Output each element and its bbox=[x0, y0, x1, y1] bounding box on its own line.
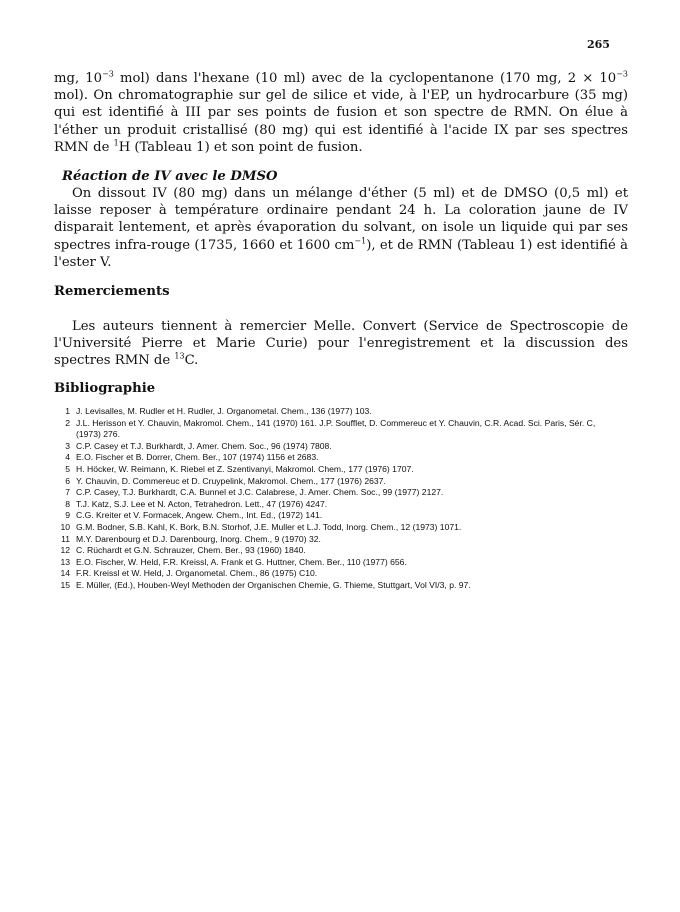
reference-text: C.G. Kreiter et V. Formacek, Angew. Chem., Int. Ed., (1972) 141. bbox=[76, 510, 323, 521]
reference-number: 5 bbox=[65, 463, 70, 474]
reference-text: M.Y. Darenbourg et D.J. Darenbourg, Inorg. Chem., 9 (1970) 32. bbox=[76, 533, 321, 544]
reference-number: 9 bbox=[65, 510, 70, 521]
reference-number: 14 bbox=[60, 568, 70, 579]
reference-item bbox=[54, 534, 614, 546]
paragraph-text: mol) dans l'hexane (10 ml) avec de la cyclopentanone (170 mg, 2 × 10 bbox=[113, 71, 617, 86]
reference-text: C.P. Casey et T.J. Burkhardt, J. Amer. Chem. Soc., 96 (1974) 7808. bbox=[76, 440, 332, 451]
paragraph-text: ), et de RMN (Tableau 1) est identifié à l'ester V. bbox=[54, 237, 628, 270]
reference-text: Y. Chauvin, D. Commereuc et D. Cruypelink, Makromol. Chem., 177 (1976) 2637. bbox=[76, 475, 386, 486]
dmso-reaction-paragraph bbox=[54, 185, 628, 271]
reference-item bbox=[54, 510, 614, 522]
reference-item bbox=[54, 452, 614, 464]
reference-list bbox=[54, 406, 614, 592]
paragraph-text: H (Tableau 1) et son point de fusion. bbox=[118, 139, 363, 155]
reference-number: 3 bbox=[65, 440, 70, 451]
reference-number: 8 bbox=[65, 498, 70, 509]
reference-number: 10 bbox=[60, 521, 70, 532]
superscript: −3 bbox=[616, 69, 628, 79]
reference-text: E. Müller, (Ed.), Houben-Weyl Methoden der Organischen Chemie, G. Thieme, Stuttgart, Vol VI/3, p. 97. bbox=[76, 579, 471, 590]
reference-number: 1 bbox=[65, 406, 70, 416]
reference-text: E.O. Fischer, W. Held, F.R. Kreissl, A. Frank et G. Huttner, Chem. Ber., 110 (1977) 656. bbox=[76, 556, 407, 567]
reference-number: 7 bbox=[65, 487, 70, 498]
reference-item bbox=[54, 441, 614, 453]
reference-item bbox=[54, 406, 614, 418]
paragraph-text: mol). On chromatographie sur gel de silice et vide, à l'EP, un hydrocarbure (35 mg) qui est identifié à III par ses points de fusion et son spectre de RMN. On élue à l'éther un produit cristallisé (80 mg) qui est identifié à l'acide IX par ses spectres RMN de bbox=[54, 88, 628, 155]
superscript: −3 bbox=[102, 69, 114, 79]
paragraph-text: mg, 10 bbox=[54, 71, 103, 86]
reference-text: H. Höcker, W. Reimann, K. Riebel et Z. Szentivanyi, Makromol. Chem., 177 (1976) 1707. bbox=[76, 463, 414, 474]
reference-number: 13 bbox=[60, 556, 70, 567]
reference-item bbox=[54, 487, 614, 499]
reference-item bbox=[54, 476, 614, 488]
reference-text: T.J. Katz, S.J. Lee et N. Acton, Tetrahedron. Lett., 47 (1976) 4247. bbox=[76, 498, 328, 509]
reference-item bbox=[54, 557, 614, 569]
reference-item bbox=[54, 418, 614, 441]
reference-text: C.P. Casey, T.J. Burkhardt, C.A. Bunnel et J.C. Calabrese, J. Amer. Chem. Soc., 99 (1977) 2127. bbox=[76, 487, 444, 498]
reference-item bbox=[54, 580, 614, 592]
reference-number: 4 bbox=[65, 452, 70, 463]
reference-number: 15 bbox=[60, 579, 70, 590]
paragraph-text: C. bbox=[184, 353, 199, 369]
reference-number: 6 bbox=[65, 475, 70, 486]
superscript: 13 bbox=[174, 352, 185, 362]
reference-text: C. Rüchardt et G.N. Schrauzer, Chem. Ber., 93 (1960) 1840. bbox=[76, 545, 306, 556]
reference-number: 2 bbox=[65, 417, 70, 428]
experimental-paragraph bbox=[54, 70, 628, 156]
reference-number: 12 bbox=[60, 545, 70, 556]
paragraph-text: On dissout IV (80 mg) dans un mélange d'éther (5 ml) et de DMSO (0,5 ml) et laisse reposer à température ordinaire pendant 24 h. La coloration jaune de IV disparait lentement, et après évaporation du solvant, on isole un liquide qui par ses spectres infra-rouge (1735, 1660 et 1600 cm bbox=[54, 186, 628, 253]
reference-item bbox=[54, 545, 614, 557]
reference-text: J. Levisalles, M. Rudler et H. Rudler, J. Organometal. Chem., 136 (1977) 103. bbox=[76, 406, 372, 416]
acknowledgements-paragraph bbox=[54, 318, 628, 370]
paragraph-text: Les auteurs tiennent à remercier Melle. Convert (Service de Spectroscopie de l'Université Pierre et Marie Curie) pour l'enregistrement et la discussion des spectres RMN de bbox=[54, 319, 628, 369]
page-number: 265 bbox=[587, 38, 610, 51]
reference-item bbox=[54, 464, 614, 476]
superscript: 1 bbox=[113, 138, 119, 148]
superscript: −1 bbox=[354, 236, 367, 246]
acknowledgements-heading: Remerciements bbox=[54, 284, 170, 299]
reference-item bbox=[54, 568, 614, 580]
reference-text: J.L. Herisson et Y. Chauvin, Makromol. Chem., 141 (1970) 161. J.P. Soufflet, D. Commereuc et Y. Chauvin, C.R. Acad. Sci. Paris, Sér. C, (1973) 276. bbox=[76, 417, 596, 440]
reference-number: 11 bbox=[61, 533, 70, 544]
reference-item bbox=[54, 522, 614, 534]
section-title: Réaction de IV avec le DMSO bbox=[62, 169, 278, 184]
reference-text: G.M. Bodner, S.B. Kahl, K. Bork, B.N. Storhof, J.E. Muller et L.J. Todd, Inorg. Chem., 12 (1973) 1071. bbox=[76, 521, 462, 532]
reference-text: F.R. Kreissl et W. Held, J. Organometal. Chem., 86 (1975) C10. bbox=[76, 568, 318, 579]
reference-text: E.O. Fischer et B. Dorrer, Chem. Ber., 107 (1974) 1156 et 2683. bbox=[76, 452, 319, 463]
bibliography-heading: Bibliographie bbox=[54, 381, 156, 396]
reference-item bbox=[54, 499, 614, 511]
